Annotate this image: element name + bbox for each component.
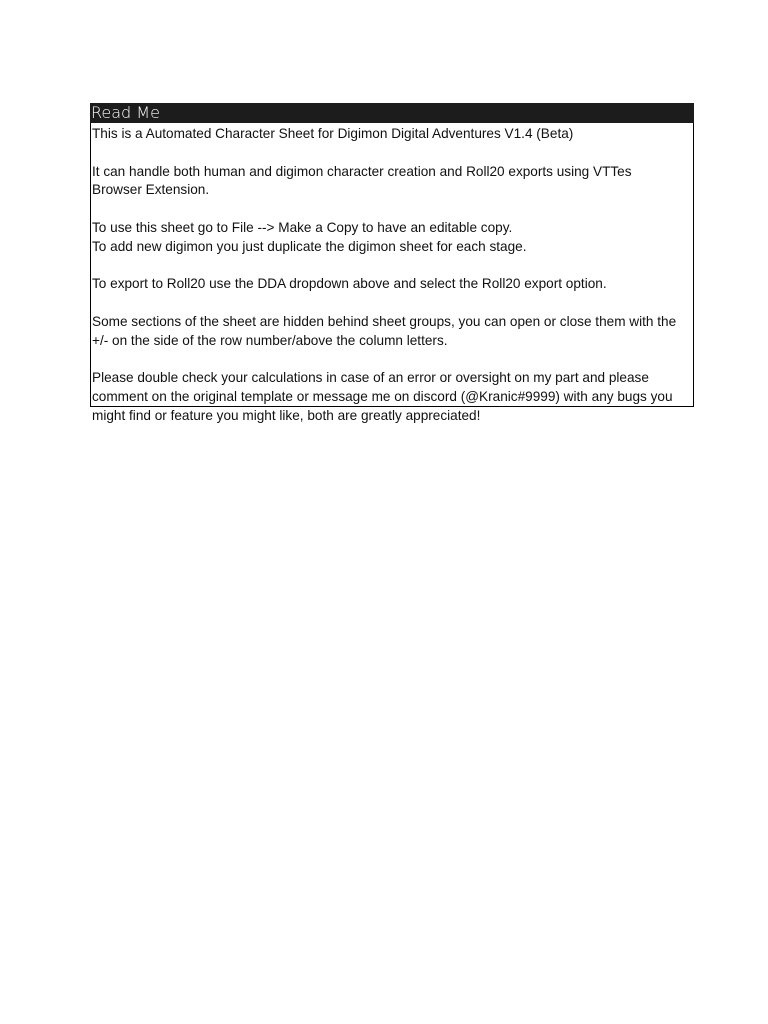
text-line: comment on the original template or message me on discord (@Kranic#9999) with any bugs you [92, 389, 673, 405]
paragraph-export [92, 275, 692, 294]
text-line: It can handle both human and digimon character creation and Roll20 exports using VTTes [92, 163, 632, 179]
text-line: To add new digimon you just duplicate the digimon sheet for each stage. [92, 238, 527, 254]
text-line: +/- on the side of the row number/above the column letters. [92, 332, 448, 348]
readme-sheet [90, 103, 694, 423]
paragraph-intro [92, 125, 692, 144]
text-line: To export to Roll20 use the DDA dropdown above and select the Roll20 export option. [92, 276, 607, 292]
text-line: Some sections of the sheet are hidden behind sheet groups, you can open or close them with the [92, 313, 677, 329]
text-line: To use this sheet go to File --> Make a Copy to have an editable copy. [92, 219, 513, 235]
text-line: Browser Extension. [92, 182, 210, 198]
text-line: Please double check your calculations in case of an error or oversight on my part and please [92, 370, 649, 386]
paragraph-capabilities [92, 163, 692, 201]
paragraph-usage [92, 219, 692, 257]
text-line: might find or feature you might like, both are greatly appreciated! [92, 407, 481, 423]
readme-content [92, 125, 692, 445]
paragraph-groups [92, 313, 692, 351]
paragraph-feedback [92, 369, 692, 425]
readme-header: Read Me [90, 103, 694, 123]
text-line: This is a Automated Character Sheet for Digimon Digital Adventures V1.4 (Beta) [92, 126, 574, 141]
readme-cell[interactable] [90, 123, 694, 423]
